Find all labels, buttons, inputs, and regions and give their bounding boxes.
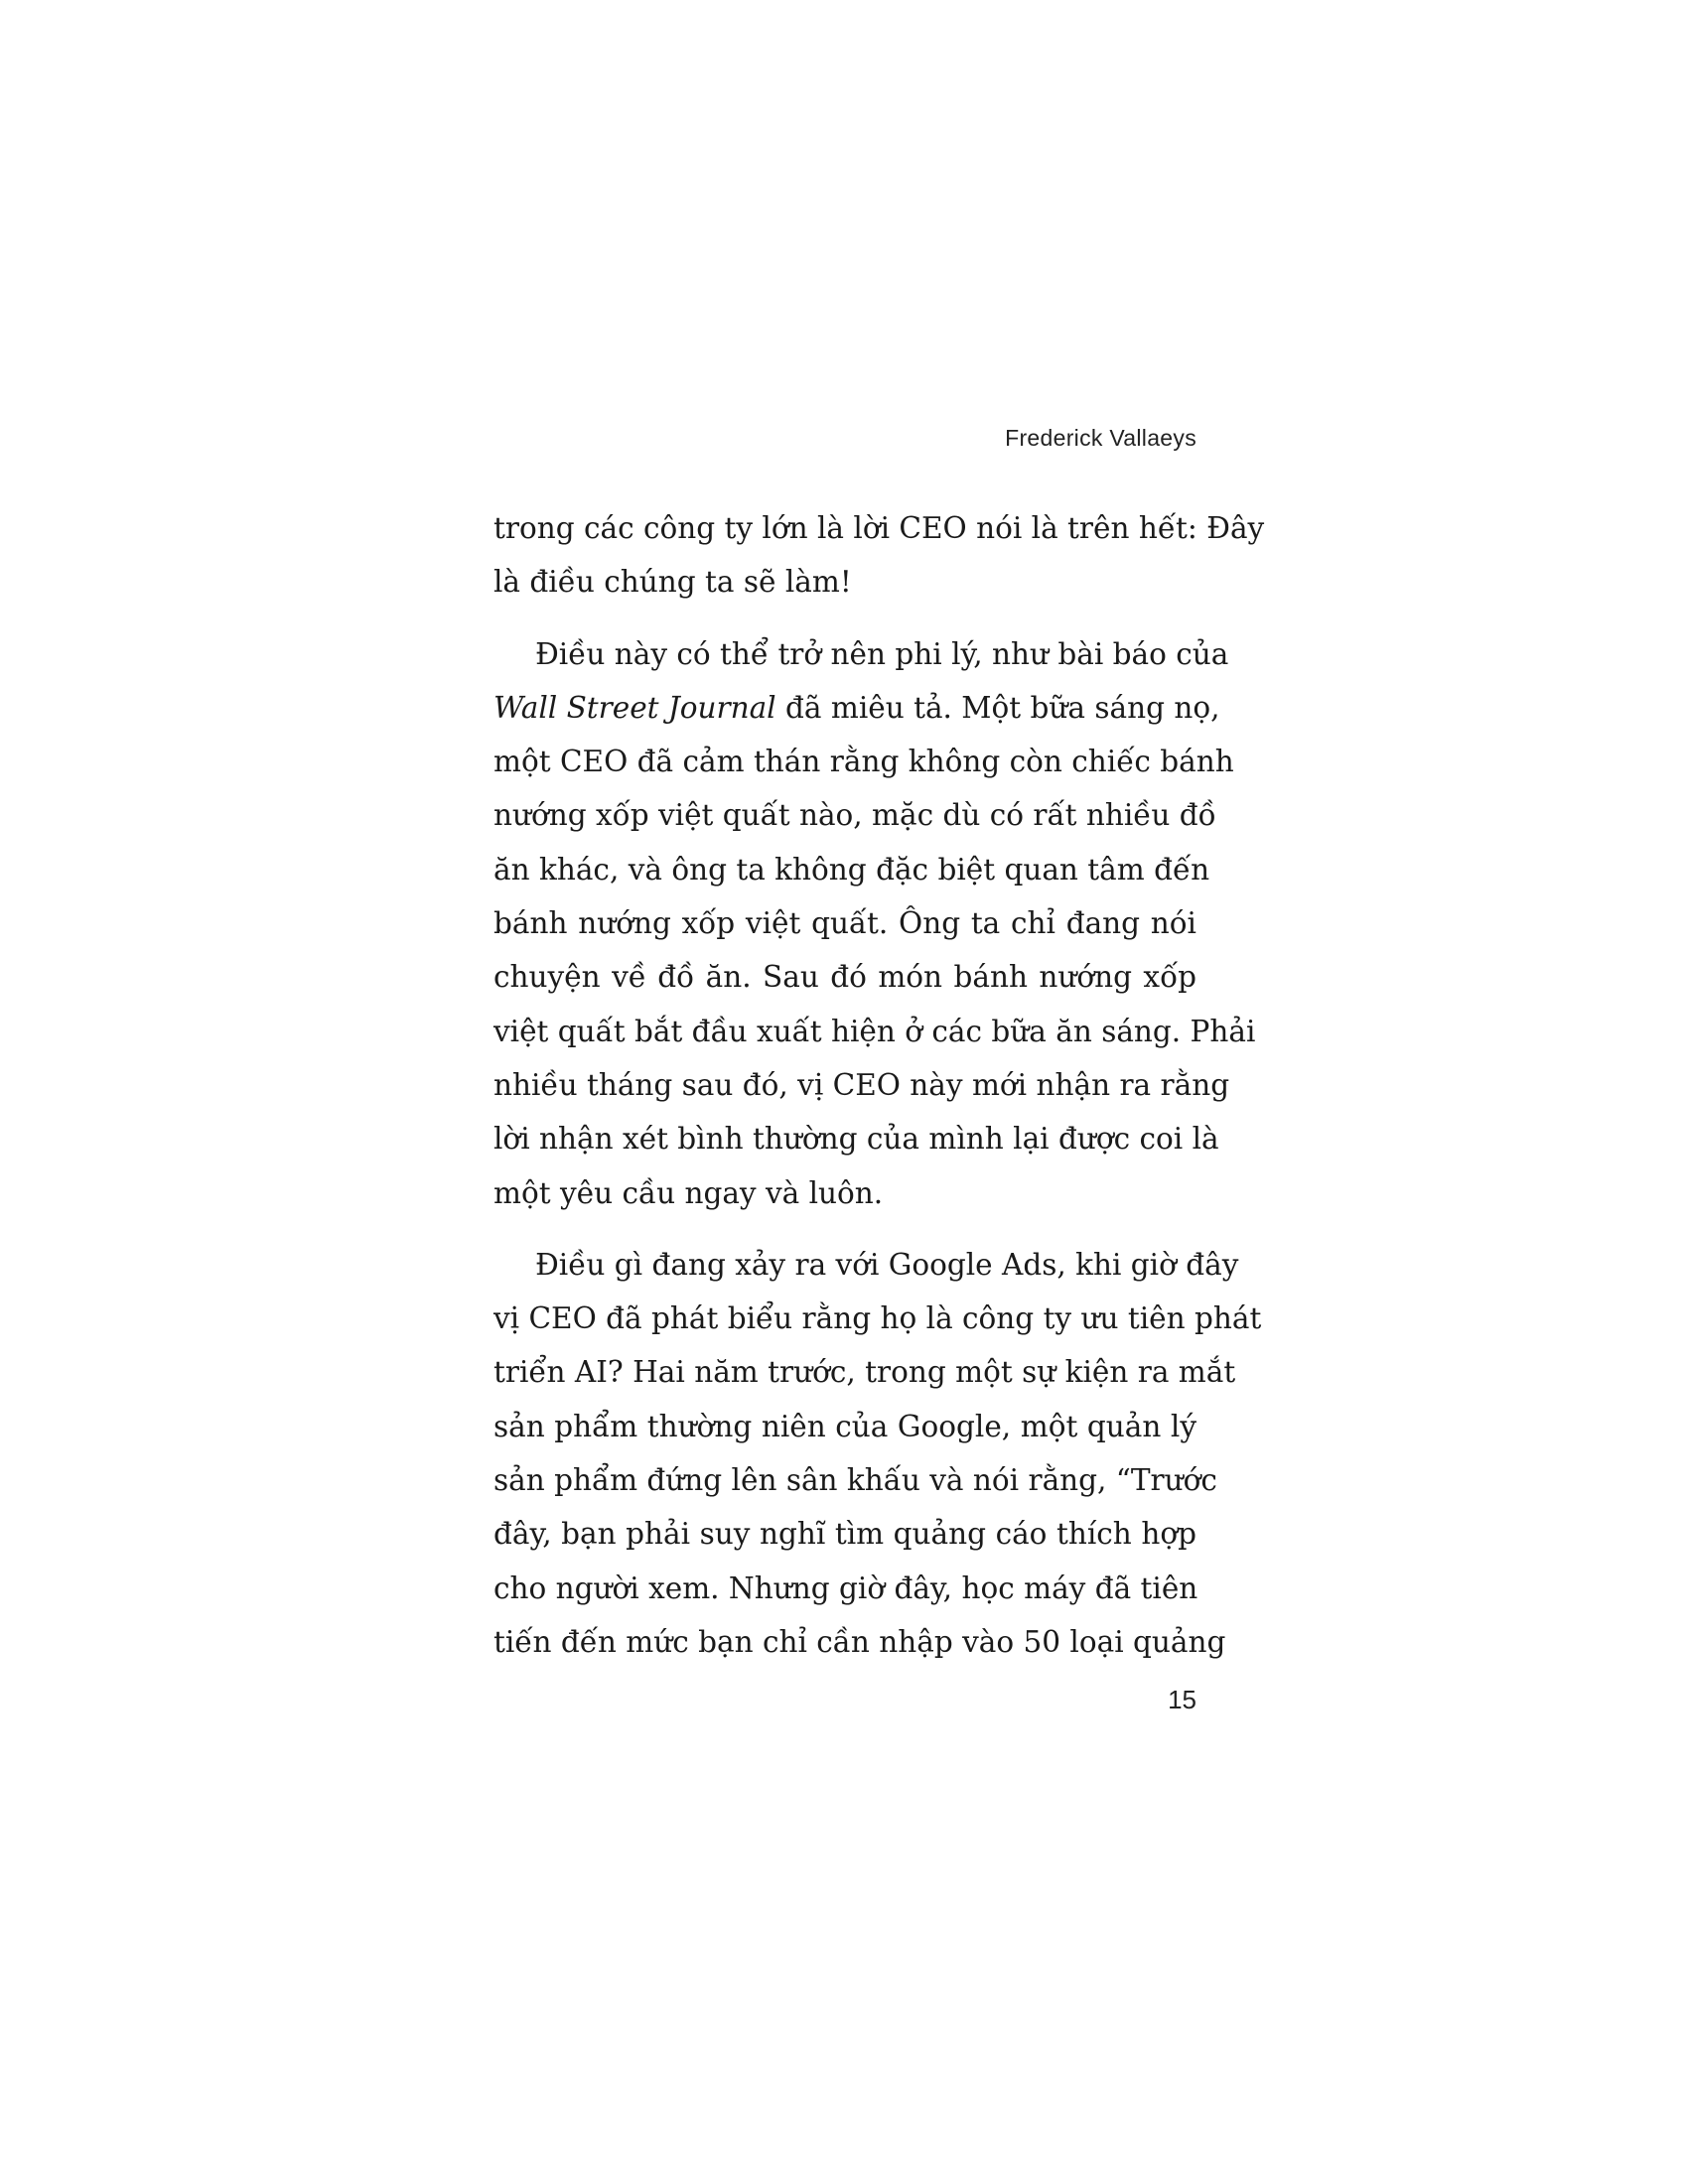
paragraph-2 xyxy=(493,627,1256,1220)
paragraph-2-line-1: Điều này có thể trở nên phi lý, như bài báo của xyxy=(535,636,1229,671)
paragraph-3-line-2: vị CEO đã phát biểu rằng họ là công ty ưu tiên phát xyxy=(493,1301,1262,1336)
page-number: 15 xyxy=(1168,1685,1196,1714)
running-header-author: Frederick Vallaeys xyxy=(1005,425,1196,451)
paragraph-2-line-9: nhiều tháng sau đó, vị CEO này mới nhận ra rằng xyxy=(493,1067,1230,1102)
paragraph-3-line-8: tiến đến mức bạn chỉ cần nhập vào 50 loại quảng xyxy=(493,1624,1226,1659)
paragraph-3-line-4: sản phẩm thường niên của Google, một quản lý xyxy=(493,1409,1196,1443)
paragraph-2-line-11: một yêu cầu ngay và luôn. xyxy=(493,1175,884,1210)
body-text xyxy=(493,501,1265,1669)
paragraph-1 xyxy=(493,501,1265,610)
paragraph-2-line-3: một CEO đã cảm thán rằng không còn chiếc bánh xyxy=(493,745,1234,779)
paragraph-2-line-7: chuyện về đồ ăn. Sau đó món bánh nướng xốp xyxy=(493,960,1196,995)
paragraph-2-line-8: việt quất bắt đầu xuất hiện ở các bữa ăn sáng. Phải xyxy=(493,1014,1256,1048)
paragraph-2-line-4: nướng xốp việt quất nào, mặc dù có rất nhiều đồ xyxy=(493,798,1216,833)
paragraph-2-line-2 xyxy=(493,681,1220,735)
paragraph-3-line-5: sản phẩm đứng lên sân khấu và nói rằng, “Trước xyxy=(493,1463,1217,1498)
paragraph-2-line-10: lời nhận xét bình thường của mình lại được coi là xyxy=(493,1122,1219,1157)
paragraph-2-line-5: ăn khác, và ông ta không đặc biệt quan tâm đến xyxy=(493,852,1210,887)
paragraph-1-line-2: là điều chúng ta sẽ làm! xyxy=(493,565,852,600)
paragraph-3-line-7: cho người xem. Nhưng giờ đây, học máy đã tiên xyxy=(493,1570,1198,1605)
paragraph-2-line-6: bánh nướng xốp việt quất. Ông ta chỉ đang nói xyxy=(493,906,1196,941)
publication-title: Wall Street Journal xyxy=(493,690,776,725)
paragraph-3 xyxy=(493,1238,1262,1669)
paragraph-1-line-1: trong các công ty lớn là lời CEO nói là trên hết: Đây xyxy=(493,511,1265,545)
paragraph-3-line-3: triển AI? Hai năm trước, trong một sự kiện ra mắt xyxy=(493,1355,1236,1390)
paragraph-3-line-1: Điều gì đang xảy ra với Google Ads, khi giờ đây xyxy=(535,1247,1239,1282)
paragraph-3-line-6: đây, bạn phải suy nghĩ tìm quảng cáo thích hợp xyxy=(493,1517,1196,1552)
paragraph-2-line-2-rest: đã miêu tả. Một bữa sáng nọ, xyxy=(775,690,1220,725)
